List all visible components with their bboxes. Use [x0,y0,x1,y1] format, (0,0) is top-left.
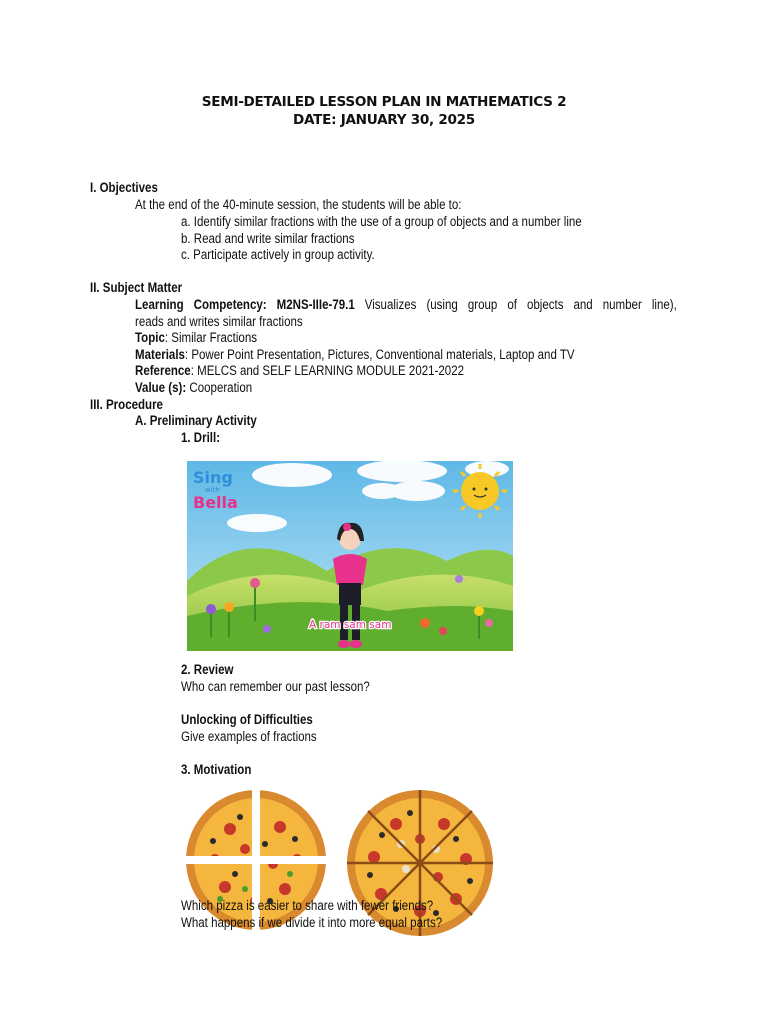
materials-line [135,346,575,363]
reference-value: : MELCS and SELF LEARNING MODULE 2021-2022 [190,363,465,378]
svg-text:Bella: Bella [193,493,238,512]
document-title: SEMI-DETAILED LESSON PLAN IN MATHEMATICS 2 [201,94,567,110]
sun-icon [453,464,507,518]
reference-label: Reference [135,363,191,378]
objectives-intro: At the end of the 40-minute session, the students will be able to: [135,197,462,212]
motivation-question-1: Which pizza is easier to share with fewer friends? [181,898,434,913]
objectives-heading: I. Objectives [90,180,158,195]
learning-competency [135,296,677,313]
svg-text:with: with [205,486,220,494]
motivation-heading: 3. Motivation [181,762,252,777]
topic-value: : Similar Fractions [164,330,258,345]
objective-item: b. Read and write similar fractions [181,231,355,246]
motivation-question-2: What happens if we divide it into more equal parts? [181,915,443,930]
preliminary-activity-heading: A. Preliminary Activity [135,413,257,428]
review-heading: 2. Review [181,662,234,677]
competency-text-continued: reads and writes similar fractions [135,314,303,329]
competency-text: Visualizes (using group of objects and number line), [364,297,677,312]
value-value: Cooperation [186,380,253,395]
objective-item: c. Participate actively in group activity. [181,247,375,262]
unlocking-text: Give examples of fractions [181,729,317,744]
materials-value: : Power Point Presentation, Pictures, Conventional materials, Laptop and TV [184,347,575,362]
drill-heading: 1. Drill: [181,430,221,445]
competency-label: Learning Competency: M2NS-IIIe-79.1 [135,297,355,312]
drill-video-image [187,461,513,651]
subject-matter-heading: II. Subject Matter [90,280,183,295]
document-date: DATE: JANUARY 30, 2025 [293,112,475,128]
unlocking-heading: Unlocking of Difficulties [181,712,313,727]
topic-label: Topic [135,330,165,345]
review-text: Who can remember our past lesson? [181,679,370,694]
reference-line [135,362,464,379]
video-caption: A ram sam sam [309,619,392,631]
materials-label: Materials [135,347,185,362]
objective-item: a. Identify similar fractions with the use of a group of objects and a number line [181,214,582,229]
value-label: Value (s): [135,380,187,395]
svg-text:Sing: Sing [193,468,233,487]
topic-line [135,329,257,346]
sing-with-bella-scene [187,461,513,651]
procedure-heading: III. Procedure [90,397,163,412]
value-line [135,379,252,396]
